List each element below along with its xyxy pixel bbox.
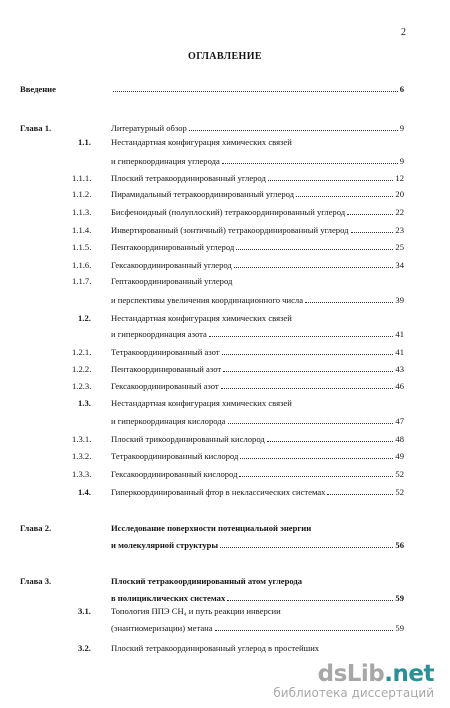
toc-entry-title: и перспективы увеличения координационного числа: [111, 295, 304, 305]
toc-dot-leader: [268, 180, 394, 181]
toc-page-number: 49: [395, 451, 404, 461]
toc-entry: [111, 380, 404, 392]
toc-page-number: 34: [395, 260, 404, 270]
toc-page-number: 23: [395, 225, 404, 235]
toc-section-number: 1.3.: [78, 398, 91, 408]
toc-dot-leader: [239, 476, 393, 477]
toc-entry-title: Плоский тетракоординированный углерод в простейших: [111, 643, 320, 653]
toc-section-number: 1.1.4.: [72, 225, 92, 235]
toc-dot-leader: [223, 371, 393, 372]
toc-page-number: 52: [395, 487, 404, 497]
toc-line: [0, 224, 450, 236]
toc-dot-leader: [215, 630, 394, 631]
toc-line: [0, 397, 450, 409]
toc-entry-title: Литературный обзор: [111, 123, 187, 133]
toc-section-number: 1.1.3.: [72, 207, 92, 217]
toc-entry: [111, 539, 404, 551]
toc-entry: [111, 206, 404, 218]
toc-section-number: 1.1.6.: [72, 260, 92, 270]
toc-entry: [111, 415, 404, 427]
toc-dot-leader: [296, 196, 393, 197]
toc-entry: [111, 172, 404, 184]
toc-dot-leader: [222, 163, 398, 164]
toc-entry-title: Гексакоординированный углерод: [111, 260, 232, 270]
toc-line: [0, 328, 450, 340]
toc-entry: [111, 622, 404, 634]
toc-chapter-label: Глава 2.: [20, 523, 52, 533]
toc-line: [0, 575, 450, 587]
toc-chapter-label: Введение: [20, 84, 56, 94]
toc-page-number: 9: [399, 123, 404, 133]
toc-entry: [111, 188, 404, 200]
toc-dot-leader: [305, 302, 393, 303]
toc-dot-leader: [347, 214, 393, 215]
toc-entry: [111, 575, 404, 587]
toc-line: [0, 605, 450, 617]
toc-entry-title: Нестандартная конфигурация химических связей: [111, 313, 292, 323]
watermark-subtitle: библиотека диссертаций: [273, 686, 434, 700]
toc-dot-leader: [228, 423, 394, 424]
toc-entry: [111, 275, 404, 287]
toc-section-number: 1.4.: [78, 487, 91, 497]
toc-entry: [111, 122, 404, 134]
toc-page-number: 9: [399, 156, 404, 166]
toc-line: [0, 363, 450, 375]
toc-entry: [111, 592, 404, 604]
toc-entry-title: Исследование поверхности потенциальной энергии: [111, 523, 312, 533]
toc-dot-leader: [240, 458, 393, 459]
toc-dot-leader: [221, 388, 394, 389]
page-number: 2: [401, 27, 406, 38]
toc-section-number: 1.1.7.: [72, 276, 92, 286]
toc-line: [0, 155, 450, 167]
toc-page-number: 41: [395, 329, 404, 339]
toc-entry-title: Плоский тетракоординированный атом углерода: [111, 576, 303, 586]
toc-entry: [111, 346, 404, 358]
toc-entry: [111, 433, 404, 445]
toc-page-number: 47: [395, 416, 404, 426]
toc-section-number: 1.2.3.: [72, 381, 92, 391]
toc-page-number: 59: [395, 593, 404, 603]
toc-entry-title: Нестандартная конфигурация химических связей: [111, 398, 292, 408]
toc-entry-title: Гексакоординированный азот: [111, 381, 219, 391]
toc-entry: [111, 259, 404, 271]
toc-section-number: 3.2.: [78, 643, 91, 653]
toc-entry-title: в полициклических системах: [111, 593, 226, 603]
toc-entry-title: Бисфеноидный (полуплоский) тетракоординированный углерод: [111, 207, 346, 217]
toc-entry-title: Тетракоординированный азот: [111, 347, 220, 357]
toc-page-number: 48: [395, 434, 404, 444]
watermark: [273, 662, 434, 700]
toc-entry: [111, 642, 404, 654]
toc-entry-title: Гиперкоординированный фтор в неклассических системах: [111, 487, 326, 497]
toc-entry-title: Топология ППЭ CH₄ и путь реакции инверсии: [111, 606, 281, 616]
toc-dot-leader: [189, 130, 398, 131]
toc-entry-title: Плоский тетракоординированный углерод: [111, 173, 266, 183]
toc-dot-leader: [227, 600, 393, 601]
toc-page-number: 22: [395, 207, 404, 217]
toc-entry-title: Пирамидальный тетракоординированный углерод: [111, 189, 295, 199]
toc-line: [0, 136, 450, 148]
toc-entry-title: Гексакоординированный кислород: [111, 469, 238, 479]
toc-entry-title: и гиперкоординация азота: [111, 329, 207, 339]
toc-entry: [111, 486, 404, 498]
toc-entry-title: Пентакоординированный азот: [111, 364, 222, 374]
toc-dot-leader: [234, 267, 394, 268]
toc-section-number: 1.3.1.: [72, 434, 92, 444]
toc-section-number: 1.3.3.: [72, 469, 92, 479]
toc-line: [0, 380, 450, 392]
toc-entry-title: Тетракоординированный кислород: [111, 451, 239, 461]
toc-line: [0, 275, 450, 287]
toc-dot-leader: [351, 232, 394, 233]
toc-section-number: 1.1.: [78, 137, 91, 147]
toc-line: [0, 259, 450, 271]
toc-line: [0, 241, 450, 253]
toc-entry-title: Плоский трикоординированный кислород: [111, 434, 265, 444]
toc-line: [0, 122, 450, 134]
toc-entry: [111, 83, 404, 95]
toc-entry-title: и гиперкоординация углерода: [111, 156, 220, 166]
toc-entry: [111, 312, 404, 324]
toc-page-number: 52: [395, 469, 404, 479]
toc-line: [0, 486, 450, 498]
toc-page-number: 12: [395, 173, 404, 183]
toc-line: [0, 312, 450, 324]
toc-entry: [111, 397, 404, 409]
toc-line: [0, 433, 450, 445]
toc-section-number: 1.3.2.: [72, 451, 92, 461]
toc-page-number: 6: [399, 84, 404, 94]
toc-section-number: 1.2.1.: [72, 347, 92, 357]
toc-entry: [111, 363, 404, 375]
toc-entry-title: Пентакоординированный углерод: [111, 242, 235, 252]
toc-entry: [111, 224, 404, 236]
toc-entry-title: и гиперкоординация кислорода: [111, 416, 226, 426]
toc-page-number: 39: [395, 295, 404, 305]
toc-chapter-label: Глава 1.: [20, 123, 52, 133]
toc-entry-title: и молекулярной структуры: [111, 540, 219, 550]
toc-entry: [111, 450, 404, 462]
toc-line: [0, 415, 450, 427]
toc-line: [0, 83, 450, 95]
toc-entry-title: Гептакоординированный углерод: [111, 276, 233, 286]
watermark-logo-main: dsLib: [317, 661, 385, 687]
toc-entry: [111, 241, 404, 253]
toc-dot-leader: [327, 494, 393, 495]
toc-line: [0, 592, 450, 604]
toc-section-number: 3.1.: [78, 606, 91, 616]
toc-entry: [111, 328, 404, 340]
toc-dot-leader: [267, 441, 394, 442]
toc-line: [0, 450, 450, 462]
toc-entry: [111, 294, 404, 306]
watermark-logo-ext: .net: [384, 661, 434, 687]
toc-section-number: 1.2.: [78, 313, 91, 323]
toc-entry: [111, 522, 404, 534]
toc-section-number: 1.1.1.: [72, 173, 92, 183]
toc-page-number: 20: [395, 189, 404, 199]
toc-line: [0, 188, 450, 200]
toc-page-number: 41: [395, 347, 404, 357]
toc-page-number: 25: [395, 242, 404, 252]
toc-section-number: 1.2.2.: [72, 364, 92, 374]
toc-page-number: 43: [395, 364, 404, 374]
toc-chapter-label: Глава 3.: [20, 576, 52, 586]
toc-line: [0, 468, 450, 480]
toc-entry-title: (энантиомеризации) метана: [111, 623, 213, 633]
toc-line: [0, 539, 450, 551]
toc-line: [0, 172, 450, 184]
toc-dot-leader: [209, 336, 394, 337]
toc-line: [0, 642, 450, 654]
toc-entry-title: Инвертированный (зонтичный) тетракоординированный углерод: [111, 225, 349, 235]
toc-line: [0, 294, 450, 306]
toc-page-number: 46: [395, 381, 404, 391]
toc-line: [0, 522, 450, 534]
toc-section-number: 1.1.2.: [72, 189, 92, 199]
toc-entry: [111, 155, 404, 167]
toc-section-number: 1.1.5.: [72, 242, 92, 252]
toc-entry-title: Нестандартная конфигурация химических связей: [111, 137, 292, 147]
toc-entry: [111, 468, 404, 480]
toc-page-number: 56: [395, 540, 404, 550]
toc-dot-leader: [222, 354, 394, 355]
toc-page-number: 59: [395, 623, 404, 633]
page-title: ОГЛАВЛЕНИЕ: [188, 51, 262, 62]
toc-line: [0, 622, 450, 634]
toc-dot-leader: [236, 249, 393, 250]
watermark-logo: [273, 662, 434, 686]
toc-dot-leader: [220, 547, 393, 548]
toc-line: [0, 346, 450, 358]
toc-dot-leader: [113, 91, 398, 92]
toc-line: [0, 206, 450, 218]
toc-entry: [111, 605, 404, 617]
toc-entry: [111, 136, 404, 148]
